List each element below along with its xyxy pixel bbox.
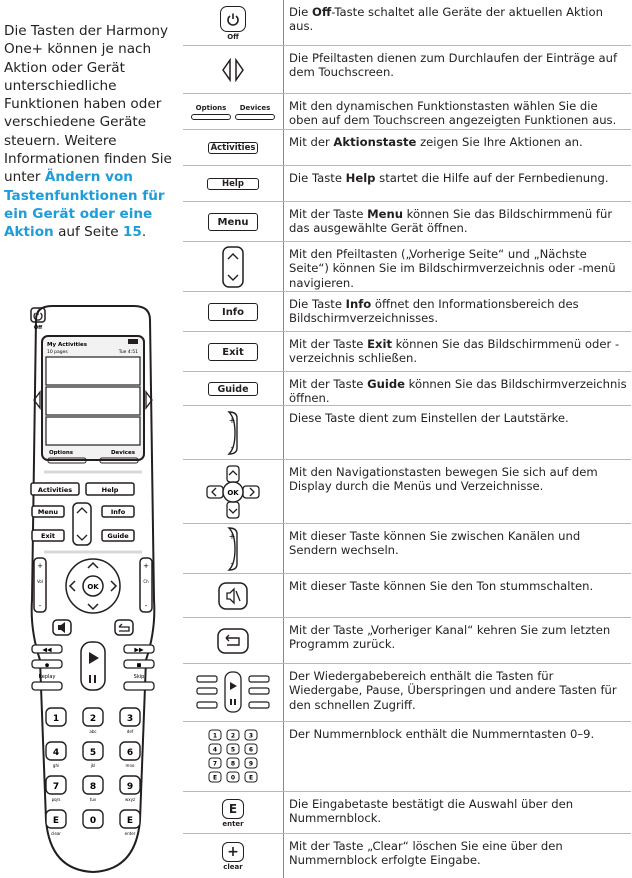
page-up-down-icon — [222, 246, 244, 288]
row-enter: E enter Die Eingabetaste bestätigt die Auswahl über den Nummernblock. — [183, 792, 631, 834]
screen-pages: 10 pages — [47, 350, 68, 355]
svg-text:0: 0 — [89, 816, 97, 826]
svg-text:abc: abc — [89, 729, 97, 734]
svg-text:1: 1 — [212, 732, 218, 740]
numpad-key-3 — [209, 744, 221, 754]
svg-text:6: 6 — [248, 746, 254, 754]
row-menu: Menu Mit der Taste Menu können Sie das Bildschirmmenü für das ausgewählte Gerät öffnen. — [183, 202, 631, 242]
remote-menu: Menu — [37, 508, 59, 516]
remote-guide: Guide — [107, 532, 129, 540]
row-help: Help Die Taste Help startet die Hilfe auf der Fernbedienung. — [183, 166, 631, 202]
power-icon — [220, 6, 246, 32]
numpad-icon — [205, 727, 261, 787]
svg-text:9: 9 — [248, 760, 254, 768]
svg-text:0: 0 — [230, 774, 236, 782]
guide-button: Guide — [208, 382, 258, 396]
svg-text:3: 3 — [126, 714, 134, 724]
svg-text:5: 5 — [230, 746, 236, 754]
screen-options: Options — [48, 450, 74, 456]
exit-button: Exit — [208, 343, 258, 361]
screen-devices: Devices — [110, 450, 136, 456]
svg-text:pqrs: pqrs — [51, 797, 61, 802]
svg-text:ghi: ghi — [52, 763, 60, 768]
svg-text:+: + — [143, 562, 149, 570]
remote-vol: Vol — [37, 579, 43, 584]
clear-label: clear — [223, 862, 243, 871]
menu-button: Menu — [208, 213, 258, 231]
volume-rocker-icon — [223, 410, 243, 456]
numpad-key-9 — [209, 772, 221, 782]
options-button — [191, 114, 231, 120]
row-numpad: 1 2 3 4 5 6 7 8 9 E 0 E Der Nummernblock enthält die Nummerntasten 0–9. — [183, 722, 631, 792]
svg-text:-: - — [230, 559, 234, 568]
svg-text:4: 4 — [212, 746, 218, 754]
svg-text:3: 3 — [248, 732, 254, 740]
svg-text:E: E — [52, 816, 60, 826]
svg-text:2: 2 — [230, 732, 236, 740]
playback-keys-icon — [195, 670, 271, 716]
svg-text:E: E — [248, 774, 254, 782]
svg-text:mno: mno — [125, 763, 135, 768]
svg-text:2: 2 — [89, 714, 97, 724]
remote-activities: Activities — [37, 486, 73, 494]
button-table — [183, 0, 631, 878]
clear-icon: + — [222, 842, 244, 862]
off-label: Off — [227, 32, 239, 41]
svg-text:wxyz: wxyz — [124, 797, 136, 802]
row-off: Off Die Off-Taste schaltet alle Geräte der aktuellen Aktion aus. — [183, 0, 631, 46]
remote-illustration — [18, 300, 168, 875]
intro-paragraph — [4, 22, 180, 242]
remote-skip: Skip — [133, 674, 145, 680]
intro-end: . — [141, 224, 147, 241]
enter-label: enter — [222, 819, 244, 828]
svg-text:5: 5 — [89, 748, 97, 758]
svg-text:+: + — [37, 562, 43, 570]
svg-text:◀◀: ◀◀ — [42, 646, 52, 654]
svg-text:+: + — [228, 416, 236, 425]
row-activities: Activities Mit der Aktionstaste zeigen Sie Ihre Aktionen an. — [183, 130, 631, 166]
row-previous-channel: Mit der Taste „Vorheriger Kanal“ kehren Sie zum letzten Programm zurück. — [183, 618, 631, 664]
screen-title: My Activities — [47, 342, 87, 348]
svg-text:E: E — [126, 816, 134, 826]
row-guide: Guide Mit der Taste Guide können Sie das Bildschirmverzeichnis öffnen. — [183, 372, 631, 406]
row-playback: Der Wiedergabebereich enthält die Tasten für Wiedergabe, Pause, Überspringen und andere Tasten für den schnellen Zugriff. — [183, 664, 631, 722]
devices-button — [235, 114, 275, 120]
svg-text:-: - — [144, 602, 148, 610]
numpad-key-7 — [227, 758, 239, 768]
row-volume: + - Diese Taste dient zum Einstellen der Lautstärke. — [183, 406, 631, 460]
svg-text:9: 9 — [126, 782, 134, 792]
side-arrows-icon — [220, 58, 246, 82]
row-page-arrows: Mit den Pfeiltasten („Vorherige Seite“ und „Nächste Seite“) können Sie im Bildschirmverzeichnis oder -menü navigieren. — [183, 242, 631, 292]
svg-text:8: 8 — [89, 782, 97, 792]
svg-text:●: ● — [44, 662, 50, 669]
svg-text:7: 7 — [52, 782, 60, 792]
row-exit: Exit Mit der Taste Exit können Sie das Bildschirmmenü oder -verzeichnis schließen. — [183, 332, 631, 372]
row-clear: + clear Mit der Taste „Clear“ löschen Sie eine über den Nummernblock erfolgte Eingabe. — [223, 839, 563, 871]
svg-text:enter: enter — [124, 831, 136, 836]
intro-after: auf Seite — [58, 224, 119, 241]
numpad-key-0 — [209, 730, 221, 740]
intro-page-number[interactable]: 15 — [122, 224, 142, 241]
mute-icon — [218, 582, 248, 610]
activities-button: Activities — [208, 142, 258, 154]
numpad-key-8 — [245, 758, 257, 768]
numpad-key-6 — [209, 758, 221, 768]
svg-text:tuv: tuv — [89, 797, 97, 802]
remote-info: Info — [110, 508, 126, 516]
numpad-key-11 — [245, 772, 257, 782]
svg-text:1: 1 — [52, 714, 60, 724]
help-button: Help — [207, 178, 259, 190]
numpad-key-1 — [227, 730, 239, 740]
svg-text:▶▶: ▶▶ — [134, 646, 144, 654]
numpad-key-4 — [227, 744, 239, 754]
remote-help: Help — [101, 486, 119, 494]
row-navigation: OK Mit den Navigationstasten bewegen Sie sich auf dem Display durch die Menüs und Verzeichnisse. — [183, 460, 631, 524]
row-mute: Mit dieser Taste können Sie den Ton stummschalten. — [183, 574, 631, 618]
row-soft-keys: Options Devices Mit den dynamischen Funktionstasten wählen Sie die oben auf dem Touchscreen angezeigten Funktionen aus. — [183, 94, 631, 130]
svg-text:jkl: jkl — [90, 763, 96, 768]
info-button: Info — [208, 303, 258, 321]
svg-text:def: def — [126, 729, 134, 734]
svg-text:4: 4 — [52, 748, 60, 758]
screen-time: Tue 4:51 — [118, 350, 138, 355]
numpad-key-2 — [245, 730, 257, 740]
svg-text:clear: clear — [51, 831, 61, 836]
svg-text:8: 8 — [230, 760, 236, 768]
row-arrows: Die Pfeiltasten dienen zum Durchlaufen der Einträge auf dem Touchscreen. — [183, 46, 631, 94]
numpad-key-5 — [245, 744, 257, 754]
keypad-key-10 — [83, 810, 103, 828]
svg-text:■: ■ — [136, 662, 142, 669]
options-label: Options — [195, 104, 227, 112]
svg-text:OK: OK — [227, 489, 239, 497]
svg-text:E: E — [212, 774, 218, 782]
numpad-key-10 — [227, 772, 239, 782]
remote-replay: Replay — [38, 674, 56, 680]
channel-rocker-icon — [223, 526, 243, 572]
svg-text:-: - — [230, 443, 234, 452]
row-channel: + - Mit dieser Taste können Sie zwischen Kanälen und Sendern wechseln. — [183, 524, 631, 574]
svg-text:6: 6 — [126, 748, 134, 758]
keypad-key-0 — [46, 708, 66, 726]
row-info: Info Die Taste Info öffnet den Informationsbereich des Bildschirmverzeichnisses. — [183, 292, 631, 332]
remote-ok: OK — [87, 583, 99, 591]
remote-off-label: Off — [33, 325, 43, 331]
devices-label: Devices — [239, 104, 271, 112]
svg-text:7: 7 — [212, 760, 218, 768]
remote-exit: Exit — [41, 532, 55, 540]
svg-text:-: - — [38, 602, 42, 610]
remote-ch: Ch — [143, 579, 149, 584]
navigation-pad-icon — [205, 464, 261, 520]
previous-channel-icon — [217, 628, 249, 654]
enter-icon: E — [222, 799, 244, 819]
intro-text: Die Tasten der Harmony One+ können je nach Aktion oder Gerät unterschiedliche Funktionen haben oder verschiedene Geräte steuern. Weitere Informationen finden Sie unter — [4, 23, 172, 186]
svg-text:+: + — [228, 532, 236, 541]
intro-link[interactable]: Ändern von Tastenfunktionen für ein Gerät oder eine Aktion — [4, 169, 165, 241]
